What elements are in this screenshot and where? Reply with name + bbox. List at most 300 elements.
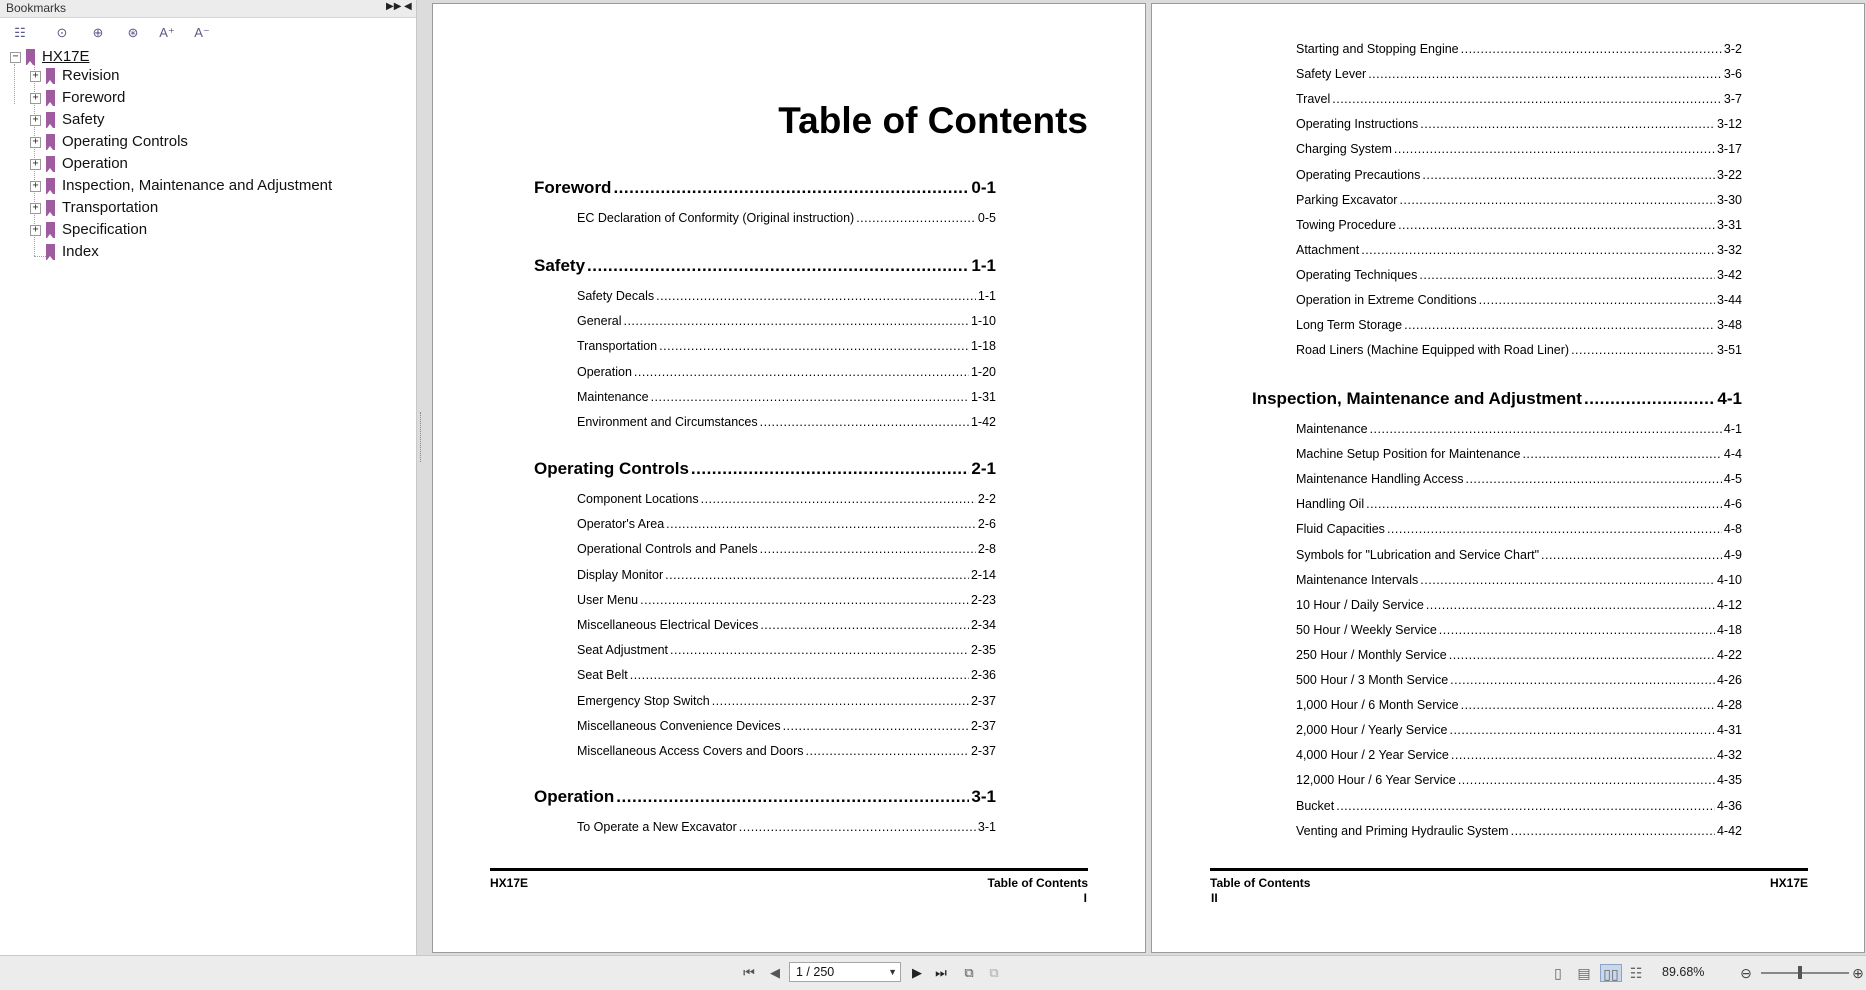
dot-leader [1451, 748, 1715, 762]
toc-entry-title[interactable]: Seat Adjustment [577, 643, 669, 658]
dot-leader [1422, 168, 1715, 182]
toc-entry-title[interactable]: 2,000 Hour / Yearly Service [1296, 723, 1448, 738]
next-page-icon[interactable]: ▶ [912, 965, 922, 980]
toc-entry-row[interactable] [577, 492, 996, 510]
toc-entry-title[interactable]: Operational Controls and Panels [577, 542, 758, 557]
footer-right-text: Table of Contents [987, 876, 1088, 890]
dot-leader [613, 178, 969, 198]
toc-entry-title[interactable]: Safety Decals [577, 289, 655, 303]
dot-leader [1404, 318, 1715, 332]
toc-entry-row[interactable] [577, 542, 996, 560]
toc-entry-title[interactable]: Long Term Storage [1296, 318, 1403, 333]
bookmark-item[interactable] [30, 133, 410, 153]
bookmark-item[interactable] [30, 89, 410, 109]
dot-leader [630, 668, 969, 682]
toc-page-ref[interactable]: 1-1 [971, 256, 996, 275]
toc-page-ref[interactable]: 2-6 [977, 517, 996, 532]
dot-leader [634, 365, 969, 379]
toc-page-ref[interactable]: 3-32 [1716, 242, 1742, 257]
toc-page-ref[interactable]: 2-37 [970, 744, 996, 758]
toc-page-ref[interactable]: 4-42 [1716, 823, 1742, 838]
footer-page-number: I [1083, 891, 1087, 905]
bookmark-item-label[interactable]: Revision [62, 67, 120, 84]
toc-entry-row[interactable] [1296, 218, 1742, 236]
footer-page-number: II [1211, 891, 1218, 905]
page-number-field[interactable] [789, 962, 901, 982]
dot-leader [1394, 142, 1715, 156]
panel-splitter[interactable] [417, 0, 426, 955]
dot-leader [587, 256, 969, 276]
dot-leader [1332, 92, 1722, 106]
toc-page-ref[interactable]: 0-1 [971, 178, 996, 197]
toc-page-ref[interactable]: 4-12 [1716, 597, 1742, 612]
toc-page-ref[interactable]: 1-31 [970, 389, 996, 404]
toc-section-title[interactable]: Safety [534, 256, 586, 275]
toc-section-row[interactable] [1252, 389, 1742, 411]
bookmark-flag-icon [46, 90, 55, 106]
continuous-facing-view-icon[interactable]: ☷ [1629, 965, 1643, 981]
toc-entry-title[interactable]: Miscellaneous Access Covers and Doors [577, 744, 804, 758]
dot-leader [1426, 598, 1715, 612]
dot-leader [760, 618, 969, 632]
continuous-view-icon[interactable]: ▤ [1577, 965, 1591, 981]
dot-leader [701, 492, 976, 506]
toc-entry-title[interactable]: Operation [577, 364, 632, 379]
toc-entry-title[interactable]: Miscellaneous Convenience Devices [577, 718, 781, 733]
toc-page-ref[interactable]: 3-51 [1716, 343, 1742, 358]
bookmark-item[interactable] [30, 243, 410, 263]
dot-leader [1366, 497, 1722, 511]
toc-entry-title[interactable]: Operating Precautions [1296, 167, 1421, 182]
toc-entry-title[interactable]: Symbols for "Lubrication and Service Chart" [1296, 547, 1540, 562]
dot-leader [783, 719, 969, 733]
toc-entry-title[interactable]: Attachment [1296, 242, 1360, 257]
toc-entry-row[interactable] [577, 568, 996, 586]
toc-entry-row[interactable] [1296, 422, 1742, 440]
bookmark-root[interactable] [10, 48, 410, 68]
toc-entry-row[interactable] [1296, 243, 1742, 261]
previous-view-icon[interactable]: ⧉ [964, 965, 974, 980]
toc-page-ref[interactable]: 3-17 [1716, 142, 1742, 157]
bookmark-find-icon[interactable]: ⊛ [127, 25, 139, 40]
toc-entry-row[interactable] [1296, 723, 1742, 741]
toc-page-ref[interactable]: 4-10 [1716, 572, 1742, 587]
zoom-level[interactable]: 89.68% [1662, 965, 1705, 979]
expand-toggle[interactable]: + [30, 225, 41, 236]
bookmark-item-label[interactable]: Index [62, 243, 99, 260]
bookmark-item-label[interactable]: Specification [62, 221, 148, 238]
toc-page-ref[interactable]: 4-9 [1723, 547, 1742, 562]
toc-entry-title[interactable]: Seat Belt [577, 668, 628, 683]
toc-entry-title[interactable]: Emergency Stop Switch [577, 693, 710, 708]
facing-view-icon[interactable]: ▯▯ [1600, 964, 1622, 982]
toc-entry-row[interactable] [1296, 698, 1742, 716]
toc-entry-row[interactable] [1296, 142, 1742, 160]
toc-entry-row[interactable] [1296, 824, 1742, 842]
dot-leader [1541, 548, 1722, 562]
bookmark-goto-icon[interactable]: ⊙ [56, 25, 68, 40]
dot-leader [666, 517, 976, 531]
expand-toggle[interactable]: + [30, 203, 41, 214]
toc-entry-title[interactable]: Environment and Circumstances [577, 415, 758, 429]
toc-entry-title[interactable]: Fluid Capacities [1296, 522, 1385, 537]
toc-page-ref[interactable]: 4-1 [1723, 422, 1742, 436]
bookmark-item-label[interactable]: Inspection, Maintenance and Adjustment [62, 177, 333, 194]
bookmark-item[interactable] [30, 155, 410, 175]
toc-entry-title[interactable]: 1,000 Hour / 6 Month Service [1296, 698, 1459, 713]
dot-leader [1439, 623, 1715, 637]
double-chevron-right-icon[interactable]: ▶▶ [386, 1, 402, 12]
toc-page-ref[interactable]: 4-32 [1716, 748, 1742, 763]
toc-page-ref[interactable]: 2-23 [970, 592, 996, 607]
options-menu-icon[interactable]: ☷ [14, 25, 26, 40]
toc-page-ref[interactable]: 4-35 [1716, 773, 1742, 788]
bookmark-item-label[interactable]: Foreword [62, 89, 126, 106]
toc-page-ref[interactable]: 4-28 [1716, 698, 1742, 713]
toc-entry-row[interactable] [1296, 598, 1742, 616]
dot-leader [760, 415, 969, 429]
dot-leader [1361, 243, 1715, 257]
toc-entry-row[interactable] [1296, 168, 1742, 186]
next-view-icon[interactable]: ⧉ [989, 965, 999, 980]
pdf-page-left [432, 3, 1146, 953]
toc-page-ref[interactable]: 3-1 [977, 820, 996, 834]
bookmark-item[interactable] [30, 111, 410, 131]
toc-page-ref[interactable]: 2-37 [970, 718, 996, 733]
toc-page-ref[interactable]: 2-2 [977, 492, 996, 506]
toc-page-ref[interactable]: 3-42 [1716, 267, 1742, 282]
toc-page-ref[interactable]: 2-1 [971, 459, 996, 478]
toc-page-ref[interactable]: 4-1 [1717, 389, 1742, 408]
toc-entry-row[interactable] [1296, 472, 1742, 490]
toc-page-ref[interactable]: 2-8 [977, 542, 996, 557]
dot-leader [670, 643, 969, 657]
footer-left-text: Table of Contents [1210, 876, 1311, 890]
dot-leader [1458, 773, 1715, 787]
toc-entry-title[interactable]: Operating Instructions [1296, 117, 1419, 132]
toc-section-row[interactable] [534, 178, 996, 200]
toc-entry-row[interactable] [1296, 318, 1742, 336]
toc-page-ref[interactable]: 3-2 [1723, 42, 1742, 56]
toc-page-ref[interactable]: 3-44 [1716, 293, 1742, 307]
toc-entry-row[interactable] [1296, 648, 1742, 666]
toc-page-ref[interactable]: 1-42 [970, 415, 996, 429]
dot-leader [665, 568, 969, 582]
toc-entry-title[interactable]: Maintenance [577, 389, 649, 404]
toc-entry-title[interactable]: 4,000 Hour / 2 Year Service [1296, 748, 1449, 763]
dot-leader [1399, 193, 1715, 207]
dot-leader [739, 820, 976, 834]
toc-entry-title[interactable]: General [577, 314, 622, 329]
single-page-view-icon[interactable]: ▯ [1554, 965, 1562, 981]
bookmark-item-label[interactable]: Operating Controls [62, 133, 188, 150]
toc-entry-row[interactable] [1296, 268, 1742, 286]
footer-rule [490, 868, 1088, 871]
toc-page-ref[interactable]: 1-20 [970, 364, 996, 379]
toc-entry-title[interactable]: Parking Excavator [1296, 192, 1398, 207]
dot-leader [1584, 389, 1715, 409]
toc-entry-row[interactable] [1296, 623, 1742, 641]
bookmarks-panel [0, 0, 417, 955]
toc-entry-row[interactable] [577, 719, 996, 737]
previous-page-icon[interactable]: ◀ [770, 965, 780, 980]
toc-entry-row[interactable] [1296, 548, 1742, 566]
dot-leader [712, 694, 969, 708]
footer-rule [1210, 868, 1808, 871]
dot-leader [1370, 422, 1722, 436]
expand-toggle[interactable]: + [30, 159, 41, 170]
toc-entry-row[interactable] [1296, 497, 1742, 515]
tree-guide [14, 64, 15, 104]
toc-entry-row[interactable] [1296, 447, 1742, 465]
toc-page-ref[interactable]: 3-1 [971, 787, 996, 806]
toc-section-title[interactable]: Foreword [534, 178, 612, 197]
toc-entry-title[interactable]: EC Declaration of Conformity (Original instruction) [577, 211, 855, 225]
toc-section-title[interactable]: Operating Controls [534, 459, 689, 478]
toc-page-ref[interactable]: 2-35 [970, 643, 996, 658]
bookmark-item-label[interactable]: Transportation [62, 199, 159, 216]
toc-entry-title[interactable]: Miscellaneous Electrical Devices [577, 618, 759, 632]
bookmark-flag-icon [26, 49, 35, 65]
first-page-icon[interactable]: ⏮ [743, 965, 755, 980]
toc-page-ref[interactable]: 3-12 [1716, 117, 1742, 132]
toc-entry-title[interactable]: Component Locations [577, 492, 699, 506]
status-toolbar [0, 955, 1866, 990]
toc-entry-title[interactable]: 500 Hour / 3 Month Service [1296, 673, 1449, 687]
expand-toggle[interactable]: + [30, 71, 41, 82]
last-page-icon[interactable]: ⏭ [935, 965, 947, 980]
toc-entry-row[interactable] [1296, 293, 1742, 311]
page-number-value: 1 / 250 [796, 965, 835, 979]
toc-entry-title[interactable]: Operating Techniques [1296, 267, 1418, 282]
toc-page-ref[interactable]: 4-5 [1723, 472, 1742, 487]
bookmark-flag-icon [46, 68, 55, 84]
splitter-grip[interactable] [420, 412, 423, 462]
toc-page-ref[interactable]: 3-6 [1723, 67, 1742, 82]
dot-leader [616, 787, 969, 807]
expand-toggle[interactable]: + [30, 137, 41, 148]
bookmark-item-label[interactable]: Operation [62, 155, 128, 172]
collapse-toggle[interactable]: − [10, 52, 21, 63]
bookmark-flag-icon [46, 134, 55, 150]
toc-entry-title[interactable]: Bucket [1296, 798, 1335, 813]
bookmark-item-label[interactable]: Safety [62, 111, 105, 128]
toc-page-ref[interactable]: 4-36 [1716, 798, 1742, 813]
toc-entry-row[interactable] [577, 820, 996, 838]
toc-page-ref[interactable]: 3-22 [1716, 167, 1742, 182]
bookmark-flag-icon [46, 200, 55, 216]
dot-leader [1420, 573, 1715, 587]
toc-page-ref[interactable]: 4-4 [1723, 447, 1742, 462]
bookmark-flag-icon [46, 112, 55, 128]
toc-entry-title[interactable]: Transportation [577, 339, 658, 354]
dot-leader [1479, 293, 1715, 307]
bookmark-item[interactable] [30, 177, 410, 197]
toc-entry-row[interactable] [1296, 193, 1742, 211]
toc-page-ref[interactable]: 2-14 [970, 567, 996, 582]
toc-entry-title[interactable]: 12,000 Hour / 6 Year Service [1296, 773, 1456, 788]
font-decrease-icon[interactable]: A⁻ [194, 25, 210, 40]
footer-right-text: HX17E [1769, 876, 1808, 890]
dot-leader [760, 542, 976, 556]
bookmark-item[interactable] [30, 199, 410, 219]
toc-entry-title[interactable]: Operator's Area [577, 517, 665, 532]
dot-leader [1461, 42, 1722, 56]
toc-entry-row[interactable] [577, 694, 996, 712]
dot-leader [1368, 67, 1722, 81]
dot-leader [640, 593, 969, 607]
bookmarks-toolbar [0, 18, 416, 48]
dot-leader [1420, 117, 1715, 131]
toc-entry-row[interactable] [1296, 117, 1742, 135]
toc-entry-row[interactable] [1296, 673, 1742, 691]
dot-leader [1511, 824, 1715, 838]
toc-entry-row[interactable] [1296, 42, 1742, 60]
toc-page-ref[interactable]: 3-7 [1723, 92, 1742, 107]
toc-entry-row[interactable] [577, 643, 996, 661]
toc-entry-title[interactable]: Starting and Stopping Engine [1296, 42, 1459, 56]
toc-entry-title[interactable]: Maintenance Intervals [1296, 572, 1419, 587]
toc-entry-row[interactable] [577, 744, 996, 762]
toc-page-ref[interactable]: 3-31 [1716, 217, 1742, 232]
toc-entry-title[interactable]: Maintenance Handling Access [1296, 472, 1464, 487]
toc-entry-title[interactable]: Charging System [1296, 142, 1392, 157]
dot-leader [1571, 343, 1715, 357]
expand-toggle[interactable]: + [30, 115, 41, 126]
chevron-down-icon[interactable]: ▼ [888, 967, 897, 977]
toc-entry-row[interactable] [1296, 748, 1742, 766]
toc-entry-row[interactable] [1296, 773, 1742, 791]
toc-entry-title[interactable]: Machine Setup Position for Maintenance [1296, 447, 1521, 462]
toc-entry-row[interactable] [1296, 67, 1742, 85]
dot-leader [623, 314, 968, 328]
zoom-slider-thumb[interactable] [1798, 966, 1802, 979]
dot-leader [691, 459, 970, 479]
toc-page-ref[interactable]: 3-48 [1716, 318, 1742, 333]
toc-entry-title[interactable]: Handling Oil [1296, 497, 1365, 512]
bookmark-add-icon[interactable]: ⊕ [92, 25, 104, 40]
toc-entry-title[interactable]: 10 Hour / Daily Service [1296, 597, 1424, 612]
dot-leader [1398, 218, 1715, 232]
toc-page-ref[interactable]: 2-34 [970, 618, 996, 632]
bookmarks-titlebar [0, 0, 416, 18]
toc-entry-title[interactable]: Maintenance [1296, 422, 1368, 436]
toc-entry-title[interactable]: Operation in Extreme Conditions [1296, 293, 1477, 307]
footer-left-text: HX17E [490, 876, 529, 890]
bookmark-flag-icon [46, 178, 55, 194]
toc-entry-row[interactable] [1296, 573, 1742, 591]
toc-section-row[interactable] [534, 787, 996, 809]
toc-entry-title[interactable]: Towing Procedure [1296, 217, 1397, 232]
dot-leader [1387, 522, 1722, 536]
toc-entry-row[interactable] [577, 390, 996, 408]
toc-entry-row[interactable] [1296, 92, 1742, 110]
toc-page-ref[interactable]: 2-37 [970, 693, 996, 708]
dot-leader [1522, 447, 1721, 461]
zoom-out-icon[interactable]: ⊖ [1740, 965, 1752, 981]
toc-page-ref[interactable]: 4-6 [1723, 497, 1742, 512]
toc-entry-title[interactable]: 50 Hour / Weekly Service [1296, 622, 1437, 637]
dot-leader [1450, 673, 1715, 687]
expand-toggle[interactable]: + [30, 93, 41, 104]
pdf-page-right [1151, 3, 1865, 953]
dot-leader [656, 289, 976, 303]
dot-leader [1336, 799, 1715, 813]
toc-entry-row[interactable] [577, 517, 996, 535]
bookmark-item[interactable] [30, 67, 410, 87]
toc-page-ref[interactable]: 1-10 [970, 314, 996, 329]
bookmark-flag-icon [46, 244, 55, 260]
toc-entry-row[interactable] [577, 668, 996, 686]
toc-page-ref[interactable]: 4-31 [1716, 723, 1742, 738]
toc-entry-row[interactable] [577, 211, 996, 229]
toc-entry-row[interactable] [577, 339, 996, 357]
dot-leader [1449, 648, 1715, 662]
toc-entry-title[interactable]: Venting and Priming Hydraulic System [1296, 823, 1509, 838]
zoom-slider[interactable] [1761, 972, 1849, 974]
toc-entry-row[interactable] [1296, 343, 1742, 361]
toc-entry-title[interactable]: Display Monitor [577, 567, 664, 582]
toc-entry-row[interactable] [577, 618, 996, 636]
toc-section-title[interactable]: Operation [534, 787, 615, 806]
expand-toggle[interactable]: + [30, 181, 41, 192]
dot-leader [806, 744, 969, 758]
dot-leader [651, 390, 969, 404]
toc-entry-row[interactable] [1296, 522, 1742, 540]
dot-leader [1461, 698, 1715, 712]
bookmark-flag-icon [46, 156, 55, 172]
toc-page-ref[interactable]: 3-30 [1716, 192, 1742, 207]
toc-entry-row[interactable] [577, 289, 996, 307]
dot-leader [659, 339, 969, 353]
toc-page-ref[interactable]: 0-5 [977, 211, 996, 225]
toc-entry-row[interactable] [577, 365, 996, 383]
toc-section-row[interactable] [534, 256, 996, 278]
toc-section-title[interactable]: Inspection, Maintenance and Adjustment [1252, 389, 1582, 408]
toc-page-ref[interactable]: 4-22 [1716, 647, 1742, 662]
toc-page-ref[interactable]: 2-36 [970, 668, 996, 683]
toc-entry-title[interactable]: Road Liners (Machine Equipped with Road Liner) [1296, 343, 1570, 358]
toc-page-ref[interactable]: 4-18 [1716, 622, 1742, 637]
bookmarks-title: Bookmarks [6, 1, 67, 15]
dot-leader [1419, 268, 1715, 282]
toc-entry-title[interactable]: User Menu [577, 592, 639, 607]
toc-entry-title[interactable]: 250 Hour / Monthly Service [1296, 647, 1447, 662]
dot-leader [856, 211, 976, 225]
dot-leader [1465, 472, 1721, 486]
toc-page-ref[interactable]: 4-8 [1723, 522, 1742, 537]
toc-entry-title[interactable]: Safety Lever [1296, 67, 1367, 82]
dot-leader [1449, 723, 1714, 737]
bookmark-root-label[interactable]: HX17E [42, 48, 90, 65]
toc-entry-row[interactable] [577, 415, 996, 433]
zoom-in-icon[interactable]: ⊕ [1852, 965, 1864, 981]
page-title: Table of Contents [778, 100, 1088, 141]
toc-entry-row[interactable] [577, 593, 996, 611]
bookmark-flag-icon [46, 222, 55, 238]
bookmark-item[interactable] [30, 221, 410, 241]
toc-section-row[interactable] [534, 459, 996, 481]
toc-entry-row[interactable] [577, 314, 996, 332]
toc-page-ref[interactable]: 4-26 [1716, 673, 1742, 687]
toc-entry-title[interactable]: To Operate a New Excavator [577, 820, 737, 834]
triangle-left-icon[interactable]: ◀ [404, 1, 412, 12]
font-increase-icon[interactable]: A⁺ [159, 25, 175, 40]
toc-page-ref[interactable]: 1-18 [970, 339, 996, 354]
toc-entry-row[interactable] [1296, 799, 1742, 817]
toc-entry-title[interactable]: Travel [1296, 92, 1331, 107]
toc-page-ref[interactable]: 1-1 [977, 289, 996, 303]
